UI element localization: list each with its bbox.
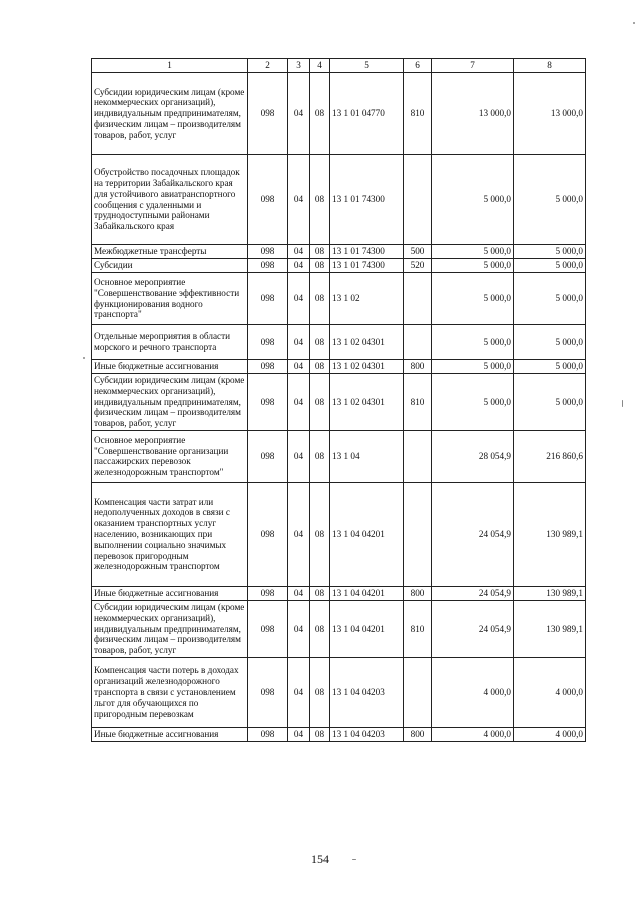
row-rz-cell: 04 xyxy=(288,600,310,657)
column-header: 3 xyxy=(288,59,310,73)
scan-speck xyxy=(622,400,623,407)
row-name-cell: Обустройство посадочных площадок на территории Забайкальского края для устойчивого авиатранспортного сообщения с удаленными и труднодоступными районами Забайкальского края xyxy=(92,155,248,245)
row-name-cell: Межбюджетные трансферты xyxy=(92,245,248,259)
table-row xyxy=(92,245,586,259)
row-vr-cell: 810 xyxy=(404,374,432,431)
row-sum-year2-cell: 4 000,0 xyxy=(514,727,586,741)
row-gr-cell: 098 xyxy=(248,600,288,657)
row-pr-cell: 08 xyxy=(310,430,330,482)
row-vr-cell xyxy=(404,430,432,482)
row-gr-cell: 098 xyxy=(248,73,288,155)
row-name-cell: Компенсация части потерь в доходах организаций железнодорожного транспорта в связи с установлением льгот для обучающихся по пригородным перевозкам xyxy=(92,657,248,727)
table-row xyxy=(92,273,586,325)
row-sum-year2-cell: 5 000,0 xyxy=(514,155,586,245)
table-row xyxy=(92,727,586,741)
row-rz-cell: 04 xyxy=(288,259,310,273)
row-csr-cell: 13 1 02 04301 xyxy=(330,360,404,374)
row-csr-cell: 13 1 01 74300 xyxy=(330,245,404,259)
row-sum-year1-cell: 5 000,0 xyxy=(432,374,514,431)
row-sum-year1-cell: 28 054,9 xyxy=(432,430,514,482)
row-gr-cell: 098 xyxy=(248,259,288,273)
row-name-cell: Иные бюджетные ассигнования xyxy=(92,586,248,600)
column-header: 5 xyxy=(330,59,404,73)
table-row xyxy=(92,73,586,155)
header-row xyxy=(92,59,586,73)
row-name-cell: Компенсация части затрат или недополученных доходов в связи с оказанием транспортных услуг населению, возникающих при выполнении социально значимых перевозок пригородным железнодорожным транспортом xyxy=(92,482,248,586)
row-name-cell: Субсидии юридическим лицам (кроме некоммерческих организаций), индивидуальным предпринимателям, физическим лицам – производителям товаров, работ, услуг xyxy=(92,374,248,431)
scan-speck xyxy=(352,859,356,860)
budget-allocation-table xyxy=(91,58,586,742)
table-row xyxy=(92,430,586,482)
row-sum-year1-cell: 24 054,9 xyxy=(432,586,514,600)
row-name-cell: Субсидии юридическим лицам (кроме некоммерческих организаций), индивидуальным предпринимателям, физическим лицам – производителям товаров, работ, услуг xyxy=(92,73,248,155)
row-sum-year1-cell: 24 054,9 xyxy=(432,482,514,586)
row-csr-cell: 13 1 04 04201 xyxy=(330,600,404,657)
table-body xyxy=(92,59,586,742)
row-vr-cell: 800 xyxy=(404,360,432,374)
row-gr-cell: 098 xyxy=(248,245,288,259)
row-gr-cell: 098 xyxy=(248,325,288,360)
row-vr-cell: 810 xyxy=(404,600,432,657)
row-pr-cell: 08 xyxy=(310,245,330,259)
row-rz-cell: 04 xyxy=(288,360,310,374)
row-vr-cell xyxy=(404,482,432,586)
table-row xyxy=(92,586,586,600)
row-sum-year2-cell: 5 000,0 xyxy=(514,273,586,325)
row-name-cell: Основное мероприятие "Совершенствование эффективности функционирования водного транспорта" xyxy=(92,273,248,325)
table-row xyxy=(92,360,586,374)
row-csr-cell: 13 1 02 04301 xyxy=(330,325,404,360)
column-header: 1 xyxy=(92,59,248,73)
column-header: 2 xyxy=(248,59,288,73)
row-sum-year2-cell: 130 989,1 xyxy=(514,600,586,657)
row-sum-year1-cell: 5 000,0 xyxy=(432,325,514,360)
row-sum-year2-cell: 4 000,0 xyxy=(514,657,586,727)
column-header: 4 xyxy=(310,59,330,73)
row-rz-cell: 04 xyxy=(288,430,310,482)
row-vr-cell: 520 xyxy=(404,259,432,273)
table-row xyxy=(92,657,586,727)
row-csr-cell: 13 1 04 04203 xyxy=(330,727,404,741)
row-csr-cell: 13 1 02 04301 xyxy=(330,374,404,431)
row-rz-cell: 04 xyxy=(288,482,310,586)
row-csr-cell: 13 1 01 74300 xyxy=(330,259,404,273)
row-pr-cell: 08 xyxy=(310,273,330,325)
scan-speck xyxy=(83,357,85,359)
row-name-cell: Отдельные мероприятия в области морского и речного транспорта xyxy=(92,325,248,360)
row-csr-cell: 13 1 04 04203 xyxy=(330,657,404,727)
row-sum-year1-cell: 24 054,9 xyxy=(432,600,514,657)
row-vr-cell: 500 xyxy=(404,245,432,259)
row-name-cell: Субсидии юридическим лицам (кроме некоммерческих организаций), индивидуальным предпринимателям, физическим лицам – производителям товаров, работ, услуг xyxy=(92,600,248,657)
row-rz-cell: 04 xyxy=(288,586,310,600)
row-sum-year2-cell: 5 000,0 xyxy=(514,374,586,431)
scan-speck xyxy=(633,22,635,24)
table-row xyxy=(92,374,586,431)
row-csr-cell: 13 1 01 04770 xyxy=(330,73,404,155)
row-pr-cell: 08 xyxy=(310,360,330,374)
row-pr-cell: 08 xyxy=(310,325,330,360)
row-name-cell: Иные бюджетные ассигнования xyxy=(92,360,248,374)
column-header: 8 xyxy=(514,59,586,73)
row-rz-cell: 04 xyxy=(288,325,310,360)
row-pr-cell: 08 xyxy=(310,600,330,657)
row-sum-year1-cell: 13 000,0 xyxy=(432,73,514,155)
row-csr-cell: 13 1 04 xyxy=(330,430,404,482)
row-sum-year2-cell: 130 989,1 xyxy=(514,482,586,586)
row-pr-cell: 08 xyxy=(310,155,330,245)
row-pr-cell: 08 xyxy=(310,657,330,727)
row-rz-cell: 04 xyxy=(288,155,310,245)
row-sum-year2-cell: 5 000,0 xyxy=(514,259,586,273)
row-gr-cell: 098 xyxy=(248,430,288,482)
row-pr-cell: 08 xyxy=(310,73,330,155)
row-vr-cell xyxy=(404,155,432,245)
table-row xyxy=(92,600,586,657)
row-sum-year2-cell: 130 989,1 xyxy=(514,586,586,600)
column-header: 6 xyxy=(404,59,432,73)
row-pr-cell: 08 xyxy=(310,727,330,741)
row-sum-year1-cell: 5 000,0 xyxy=(432,245,514,259)
row-rz-cell: 04 xyxy=(288,657,310,727)
row-gr-cell: 098 xyxy=(248,374,288,431)
row-vr-cell: 800 xyxy=(404,727,432,741)
row-gr-cell: 098 xyxy=(248,155,288,245)
table-row xyxy=(92,259,586,273)
row-rz-cell: 04 xyxy=(288,245,310,259)
row-vr-cell xyxy=(404,273,432,325)
row-pr-cell: 08 xyxy=(310,259,330,273)
row-rz-cell: 04 xyxy=(288,374,310,431)
table-row xyxy=(92,482,586,586)
row-sum-year1-cell: 5 000,0 xyxy=(432,259,514,273)
row-pr-cell: 08 xyxy=(310,586,330,600)
row-gr-cell: 098 xyxy=(248,273,288,325)
row-csr-cell: 13 1 04 04201 xyxy=(330,482,404,586)
row-csr-cell: 13 1 01 74300 xyxy=(330,155,404,245)
row-sum-year2-cell: 216 860,6 xyxy=(514,430,586,482)
row-sum-year1-cell: 4 000,0 xyxy=(432,657,514,727)
row-sum-year2-cell: 5 000,0 xyxy=(514,245,586,259)
column-header: 7 xyxy=(432,59,514,73)
row-vr-cell xyxy=(404,325,432,360)
row-csr-cell: 13 1 04 04201 xyxy=(330,586,404,600)
row-name-cell: Иные бюджетные ассигнования xyxy=(92,727,248,741)
row-name-cell: Субсидии xyxy=(92,259,248,273)
row-sum-year2-cell: 13 000,0 xyxy=(514,73,586,155)
row-name-cell: Основное мероприятие "Совершенствование организации пассажирских перевозок железнодорожным транспортом" xyxy=(92,430,248,482)
row-vr-cell: 810 xyxy=(404,73,432,155)
row-gr-cell: 098 xyxy=(248,360,288,374)
row-gr-cell: 098 xyxy=(248,727,288,741)
row-vr-cell: 800 xyxy=(404,586,432,600)
row-gr-cell: 098 xyxy=(248,482,288,586)
table-row xyxy=(92,155,586,245)
row-pr-cell: 08 xyxy=(310,374,330,431)
row-gr-cell: 098 xyxy=(248,586,288,600)
row-rz-cell: 04 xyxy=(288,727,310,741)
row-csr-cell: 13 1 02 xyxy=(330,273,404,325)
row-sum-year2-cell: 5 000,0 xyxy=(514,360,586,374)
row-rz-cell: 04 xyxy=(288,73,310,155)
row-pr-cell: 08 xyxy=(310,482,330,586)
row-rz-cell: 04 xyxy=(288,273,310,325)
row-sum-year1-cell: 5 000,0 xyxy=(432,360,514,374)
row-gr-cell: 098 xyxy=(248,657,288,727)
row-sum-year1-cell: 4 000,0 xyxy=(432,727,514,741)
table-row xyxy=(92,325,586,360)
row-sum-year1-cell: 5 000,0 xyxy=(432,273,514,325)
row-vr-cell xyxy=(404,657,432,727)
page-number: 154 xyxy=(311,852,329,866)
row-sum-year2-cell: 5 000,0 xyxy=(514,325,586,360)
row-sum-year1-cell: 5 000,0 xyxy=(432,155,514,245)
